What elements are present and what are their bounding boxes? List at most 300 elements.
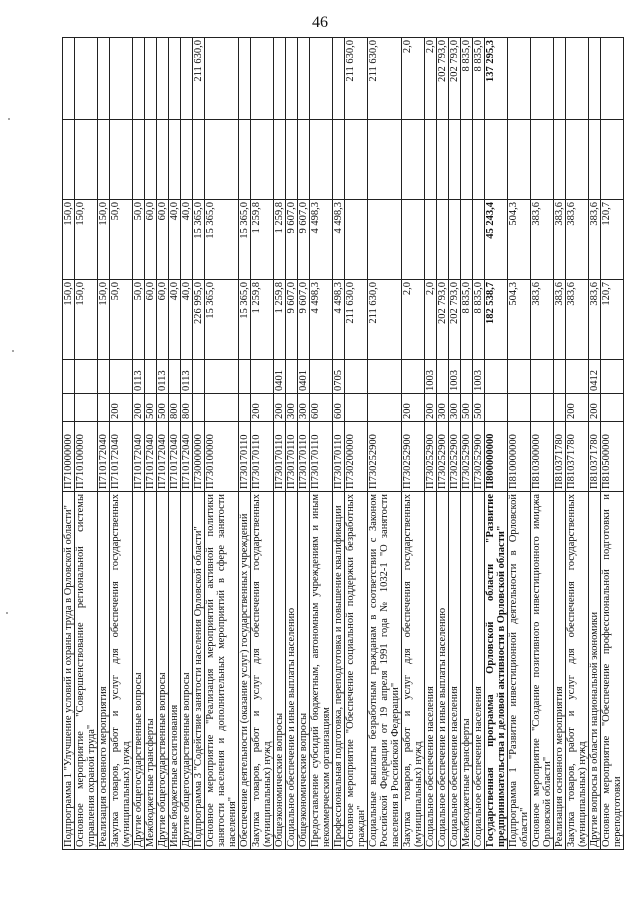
- cell-regional: 1 259,8: [251, 200, 274, 280]
- cell-col3: [531, 120, 554, 200]
- table-row: [75, 38, 98, 850]
- cell-regional: 4 498,3: [310, 200, 333, 280]
- cell-section: 1003: [449, 360, 461, 394]
- cell-federal: [110, 38, 133, 120]
- cell-expense-type: 200: [251, 394, 274, 422]
- cell-name: Общеэкономические вопросы: [298, 492, 310, 850]
- cell-federal: 2,0: [425, 38, 437, 120]
- cell-col3: [473, 120, 485, 200]
- cell-section: [310, 360, 333, 394]
- cell-regional: 1 259,8: [274, 200, 286, 280]
- cell-regional: 383,6: [554, 200, 566, 280]
- cell-section: [239, 360, 251, 394]
- rotated-table: [62, 38, 623, 850]
- table-row: [333, 38, 345, 850]
- cell-name: Межбюджетные трансферты: [461, 492, 473, 850]
- cell-federal: [169, 38, 181, 120]
- cell-section: 0705: [333, 360, 345, 394]
- cell-section: [145, 360, 157, 394]
- cell-col3: [286, 120, 298, 200]
- cell-col3: [75, 120, 98, 200]
- table-row: [461, 38, 473, 850]
- cell-expense-type: [345, 394, 368, 422]
- cell-regional: 9 607,0: [286, 200, 298, 280]
- cell-name: Основное мероприятие "Обеспечение социальной поддержки безработных граждан": [345, 492, 368, 850]
- table-row: [437, 38, 449, 850]
- cell-federal: [133, 38, 145, 120]
- cell-regional: 15 365,0: [205, 200, 239, 280]
- cell-regional: 45 243,4: [485, 200, 508, 280]
- cell-federal: [554, 38, 566, 120]
- cell-regional: [425, 200, 437, 280]
- cell-section: [437, 360, 449, 394]
- cell-section: [601, 360, 624, 394]
- table-row: [531, 38, 554, 850]
- cell-name: Иные бюджетные ассигнования: [169, 492, 181, 850]
- cell-total: 4 498,3: [310, 280, 333, 360]
- table-row: [402, 38, 425, 850]
- cell-federal: [589, 38, 601, 120]
- table-row: [205, 38, 239, 850]
- cell-code: П710172040: [169, 422, 181, 492]
- cell-name: Реализация основного мероприятия: [554, 492, 566, 850]
- cell-name: Предоставление субсидий бюджетным, автономным учреждениям и иным некоммерческим организациям: [310, 492, 333, 850]
- cell-code: П710172040: [145, 422, 157, 492]
- cell-total: 182 538,7: [485, 280, 508, 360]
- cell-name: Социальное обеспечение населения: [473, 492, 485, 850]
- cell-col3: [251, 120, 274, 200]
- cell-name: Общеэкономические вопросы: [274, 492, 286, 850]
- cell-regional: [473, 200, 485, 280]
- cell-total: 40,0: [181, 280, 193, 360]
- cell-col3: [566, 120, 589, 200]
- cell-expense-type: 200: [566, 394, 589, 422]
- cell-col3: [169, 120, 181, 200]
- table-row: [63, 38, 75, 850]
- cell-federal: 8 835,0: [473, 38, 485, 120]
- cell-federal: [508, 38, 531, 120]
- cell-code: П730252900: [473, 422, 485, 492]
- cell-federal: [157, 38, 169, 120]
- cell-col3: [589, 120, 601, 200]
- cell-regional: 120,7: [601, 200, 624, 280]
- cell-col3: [181, 120, 193, 200]
- cell-total: 2,0: [425, 280, 437, 360]
- cell-name: Закупка товаров, работ и услуг для обеспечения государственных (муниципальных) нужд: [251, 492, 274, 850]
- table-row: [193, 38, 205, 850]
- cell-federal: [251, 38, 274, 120]
- cell-regional: 9 607,0: [298, 200, 310, 280]
- cell-name: Основное мероприятие "Обеспечение профессиональной подготовки и переподготовки: [601, 492, 624, 850]
- cell-section: [193, 360, 205, 394]
- cell-section: [205, 360, 239, 394]
- cell-section: 0401: [298, 360, 310, 394]
- cell-section: [485, 360, 508, 394]
- cell-name: Основное мероприятие "Совершенствование региональной системы управления охраной труда": [75, 492, 98, 850]
- cell-expense-type: [531, 394, 554, 422]
- table-row: [508, 38, 531, 850]
- cell-name: Социальное обеспечение и иные выплаты населению: [437, 492, 449, 850]
- cell-federal: 211 630,0: [345, 38, 368, 120]
- cell-code: П810500000: [601, 422, 624, 492]
- cell-col3: [274, 120, 286, 200]
- cell-expense-type: [508, 394, 531, 422]
- cell-total: 15 365,0: [205, 280, 239, 360]
- cell-total: 202 793,0: [437, 280, 449, 360]
- cell-name: Закупка товаров, работ и услуг для обеспечения государственных (муниципальных) нужд: [402, 492, 425, 850]
- cell-federal: 202 793,0: [449, 38, 461, 120]
- cell-expense-type: 500: [157, 394, 169, 422]
- cell-code: П730252900: [402, 422, 425, 492]
- cell-col3: [485, 120, 508, 200]
- cell-name: Социальное обеспечение и иные выплаты населению: [286, 492, 298, 850]
- cell-total: 383,6: [566, 280, 589, 360]
- cell-section: 0412: [589, 360, 601, 394]
- cell-regional: [345, 200, 368, 280]
- cell-name: Обеспечение деятельности (оказание услуг) государственных учреждений: [239, 492, 251, 850]
- cell-code: П730252900: [368, 422, 402, 492]
- cell-total: 60,0: [145, 280, 157, 360]
- cell-section: [110, 360, 133, 394]
- cell-total: 1 259,8: [251, 280, 274, 360]
- cell-code: П730252900: [461, 422, 473, 492]
- cell-total: 150,0: [98, 280, 110, 360]
- cell-expense-type: 200: [110, 394, 133, 422]
- cell-regional: 150,0: [98, 200, 110, 280]
- cell-name: Государственная программа Орловской области "Развитие предпринимательства и деловой активности в Орловской области": [485, 492, 508, 850]
- cell-col3: [110, 120, 133, 200]
- cell-name: Закупка товаров, работ и услуг для обеспечения государственных (муниципальных) нужд: [566, 492, 589, 850]
- cell-regional: [461, 200, 473, 280]
- cell-federal: [531, 38, 554, 120]
- cell-code: П710172040: [110, 422, 133, 492]
- cell-total: 15 365,0: [239, 280, 251, 360]
- cell-total: 383,6: [531, 280, 554, 360]
- cell-federal: [286, 38, 298, 120]
- cell-col3: [98, 120, 110, 200]
- cell-expense-type: [63, 394, 75, 422]
- cell-col3: [63, 120, 75, 200]
- cell-total: 50,0: [110, 280, 133, 360]
- cell-expense-type: 300: [437, 394, 449, 422]
- cell-code: П730252900: [425, 422, 437, 492]
- cell-name: Профессиональная подготовка, переподготовка и повышение квалификации: [333, 492, 345, 850]
- cell-code: П810000000: [508, 422, 531, 492]
- cell-federal: [274, 38, 286, 120]
- cell-code: П710172040: [181, 422, 193, 492]
- cell-total: 211 630,0: [368, 280, 402, 360]
- table-row: [554, 38, 566, 850]
- cell-regional: 383,6: [566, 200, 589, 280]
- cell-section: [368, 360, 402, 394]
- cell-expense-type: [368, 394, 402, 422]
- table-row: [589, 38, 601, 850]
- cell-federal: [310, 38, 333, 120]
- cell-code: П800000000: [485, 422, 508, 492]
- cell-federal: [239, 38, 251, 120]
- cell-total: 120,7: [601, 280, 624, 360]
- scan-speck: [6, 612, 8, 614]
- table-row: [310, 38, 333, 850]
- cell-section: 0401: [274, 360, 286, 394]
- cell-total: 8 835,0: [461, 280, 473, 360]
- cell-col3: [193, 120, 205, 200]
- cell-expense-type: 200: [589, 394, 601, 422]
- cell-total: 4 498,3: [333, 280, 345, 360]
- cell-code: П730170110: [239, 422, 251, 492]
- cell-total: 1 259,8: [274, 280, 286, 360]
- cell-col3: [133, 120, 145, 200]
- cell-federal: 137 295,3: [485, 38, 508, 120]
- cell-regional: [449, 200, 461, 280]
- cell-federal: [181, 38, 193, 120]
- cell-expense-type: 800: [181, 394, 193, 422]
- table-row: [98, 38, 110, 850]
- scan-speck: [8, 118, 10, 120]
- cell-federal: [333, 38, 345, 120]
- table-row: [133, 38, 145, 850]
- cell-expense-type: 600: [333, 394, 345, 422]
- cell-code: П730000000: [193, 422, 205, 492]
- budget-table: [62, 37, 624, 850]
- cell-name: Другие общегосударственные вопросы: [181, 492, 193, 850]
- cell-regional: [402, 200, 425, 280]
- cell-federal: [566, 38, 589, 120]
- cell-total: 9 607,0: [298, 280, 310, 360]
- cell-federal: 2,0: [402, 38, 425, 120]
- cell-section: [63, 360, 75, 394]
- cell-name: Социальные выплаты безработным гражданам в соответствии с Законом Российской Федерации от 19 апреля 1991 года № 1032-1 "О занятости населения в Российской Федерации": [368, 492, 402, 850]
- cell-total: 150,0: [63, 280, 75, 360]
- cell-expense-type: 300: [286, 394, 298, 422]
- cell-federal: [75, 38, 98, 120]
- cell-regional: 60,0: [145, 200, 157, 280]
- cell-section: [345, 360, 368, 394]
- cell-name: Социальное обеспечение населения: [425, 492, 437, 850]
- cell-code: П710172040: [157, 422, 169, 492]
- cell-col3: [333, 120, 345, 200]
- cell-expense-type: 200: [133, 394, 145, 422]
- cell-section: [566, 360, 589, 394]
- cell-col3: [402, 120, 425, 200]
- cell-regional: 40,0: [169, 200, 181, 280]
- table-row: [251, 38, 274, 850]
- cell-col3: [437, 120, 449, 200]
- cell-name: Подпрограмма 1 "Развитие инвестиционной деятельности в Орловской области": [508, 492, 531, 850]
- cell-total: 9 607,0: [286, 280, 298, 360]
- cell-regional: 504,3: [508, 200, 531, 280]
- cell-col3: [310, 120, 333, 200]
- cell-code: П710100000: [75, 422, 98, 492]
- cell-total: 60,0: [157, 280, 169, 360]
- cell-expense-type: [554, 394, 566, 422]
- cell-federal: [98, 38, 110, 120]
- cell-section: [286, 360, 298, 394]
- cell-section: 0113: [157, 360, 169, 394]
- cell-regional: [437, 200, 449, 280]
- cell-name: Реализация основного мероприятия: [98, 492, 110, 850]
- cell-col3: [368, 120, 402, 200]
- table-row: [239, 38, 251, 850]
- cell-federal: [205, 38, 239, 120]
- budget-table-container: [62, 38, 623, 850]
- cell-col3: [601, 120, 624, 200]
- cell-col3: [205, 120, 239, 200]
- cell-col3: [461, 120, 473, 200]
- cell-total: 40,0: [169, 280, 181, 360]
- cell-federal: [298, 38, 310, 120]
- cell-section: [402, 360, 425, 394]
- page-number: 46: [312, 14, 328, 31]
- cell-name: Основное мероприятие "Создание позитивного инвестиционного имиджа Орловской области": [531, 492, 554, 850]
- cell-section: 0113: [181, 360, 193, 394]
- cell-section: 1003: [473, 360, 485, 394]
- cell-name: Другие общегосударственные вопросы: [133, 492, 145, 850]
- cell-federal: 202 793,0: [437, 38, 449, 120]
- cell-col3: [554, 120, 566, 200]
- cell-section: [75, 360, 98, 394]
- cell-name: Основное мероприятие "Реализация мероприятий активной политики занятости населения и дополнительных мероприятий в сфере занятости населения": [205, 492, 239, 850]
- cell-col3: [345, 120, 368, 200]
- cell-total: 226 995,0: [193, 280, 205, 360]
- cell-code: П730252900: [449, 422, 461, 492]
- cell-expense-type: [205, 394, 239, 422]
- cell-regional: 150,0: [63, 200, 75, 280]
- cell-expense-type: 500: [145, 394, 157, 422]
- table-row: [601, 38, 624, 850]
- cell-name: Закупка товаров, работ и услуг для обеспечения государственных (муниципальных) нужд: [110, 492, 133, 850]
- cell-total: 383,6: [554, 280, 566, 360]
- cell-total: 504,3: [508, 280, 531, 360]
- cell-code: П730100000: [205, 422, 239, 492]
- table-row: [110, 38, 133, 850]
- cell-total: 383,6: [589, 280, 601, 360]
- cell-regional: 383,6: [589, 200, 601, 280]
- table-row: [449, 38, 461, 850]
- cell-name: Подпрограмма 1 "Улучшение условий и охраны труда в Орловской области": [63, 492, 75, 850]
- cell-code: П710172040: [98, 422, 110, 492]
- cell-expense-type: 500: [473, 394, 485, 422]
- cell-code: П730170110: [251, 422, 274, 492]
- cell-federal: 211 630,0: [368, 38, 402, 120]
- cell-expense-type: 200: [425, 394, 437, 422]
- cell-expense-type: [193, 394, 205, 422]
- cell-code: П730252900: [437, 422, 449, 492]
- table-row: [345, 38, 368, 850]
- cell-code: П810371780: [589, 422, 601, 492]
- cell-regional: [368, 200, 402, 280]
- table-body: [63, 38, 624, 850]
- table-row: [425, 38, 437, 850]
- cell-expense-type: 600: [310, 394, 333, 422]
- cell-regional: 15 365,0: [239, 200, 251, 280]
- table-row: [298, 38, 310, 850]
- cell-expense-type: [75, 394, 98, 422]
- cell-name: Другие общегосударственные вопросы: [157, 492, 169, 850]
- cell-name: Подпрограмма 3 "Содействие занятости населения Орловской области": [193, 492, 205, 850]
- table-row: [286, 38, 298, 850]
- table-row: [566, 38, 589, 850]
- cell-code: П730200000: [345, 422, 368, 492]
- cell-col3: [508, 120, 531, 200]
- cell-section: [169, 360, 181, 394]
- cell-code: П810371780: [566, 422, 589, 492]
- table-row: [485, 38, 508, 850]
- cell-expense-type: [485, 394, 508, 422]
- cell-total: 202 793,0: [449, 280, 461, 360]
- table-row: [169, 38, 181, 850]
- cell-col3: [449, 120, 461, 200]
- cell-section: 0113: [133, 360, 145, 394]
- cell-section: 1003: [425, 360, 437, 394]
- cell-regional: 50,0: [133, 200, 145, 280]
- cell-federal: 211 630,0: [193, 38, 205, 120]
- cell-expense-type: 300: [298, 394, 310, 422]
- cell-code: П710172040: [133, 422, 145, 492]
- cell-code: П810371780: [554, 422, 566, 492]
- cell-section: [461, 360, 473, 394]
- cell-regional: 4 498,3: [333, 200, 345, 280]
- cell-code: П730170110: [298, 422, 310, 492]
- cell-expense-type: 300: [449, 394, 461, 422]
- cell-code: П710000000: [63, 422, 75, 492]
- table-row: [157, 38, 169, 850]
- table-row: [473, 38, 485, 850]
- cell-name: Социальное обеспечение населения: [449, 492, 461, 850]
- cell-regional: 40,0: [181, 200, 193, 280]
- cell-total: 8 835,0: [473, 280, 485, 360]
- cell-code: П730170110: [286, 422, 298, 492]
- table-row: [274, 38, 286, 850]
- table-row: [368, 38, 402, 850]
- cell-expense-type: 200: [274, 394, 286, 422]
- cell-name: Другие вопросы в области национальной экономики: [589, 492, 601, 850]
- cell-col3: [298, 120, 310, 200]
- cell-total: 50,0: [133, 280, 145, 360]
- cell-expense-type: [239, 394, 251, 422]
- cell-section: [531, 360, 554, 394]
- cell-expense-type: 200: [402, 394, 425, 422]
- cell-code: П730170110: [310, 422, 333, 492]
- cell-col3: [239, 120, 251, 200]
- cell-section: [98, 360, 110, 394]
- cell-regional: 60,0: [157, 200, 169, 280]
- cell-regional: 150,0: [75, 200, 98, 280]
- cell-regional: 383,6: [531, 200, 554, 280]
- cell-section: [508, 360, 531, 394]
- table-row: [145, 38, 157, 850]
- cell-federal: [145, 38, 157, 120]
- cell-code: П730170110: [333, 422, 345, 492]
- cell-code: П730170110: [274, 422, 286, 492]
- cell-col3: [157, 120, 169, 200]
- cell-federal: [63, 38, 75, 120]
- cell-code: П810300000: [531, 422, 554, 492]
- cell-expense-type: [98, 394, 110, 422]
- table-row: [181, 38, 193, 850]
- cell-federal: [601, 38, 624, 120]
- cell-regional: 50,0: [110, 200, 133, 280]
- cell-total: 2,0: [402, 280, 425, 360]
- cell-total: 211 630,0: [345, 280, 368, 360]
- cell-section: [554, 360, 566, 394]
- cell-section: [251, 360, 274, 394]
- cell-name: Межбюджетные трансферты: [145, 492, 157, 850]
- cell-regional: 15 365,0: [193, 200, 205, 280]
- cell-federal: 8 835,0: [461, 38, 473, 120]
- cell-total: 150,0: [75, 280, 98, 360]
- cell-col3: [425, 120, 437, 200]
